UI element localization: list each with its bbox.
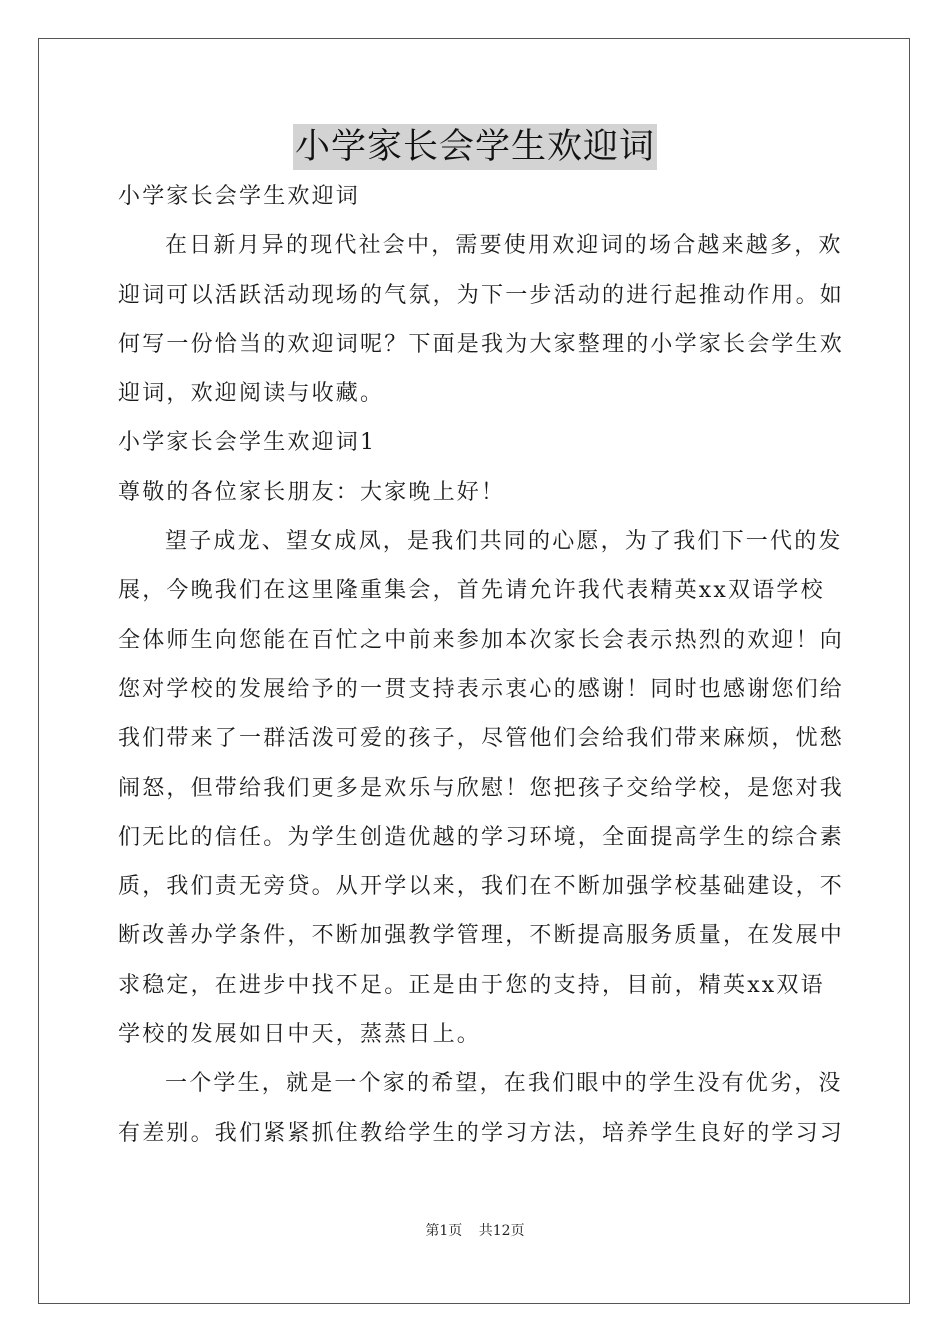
body-line: 展，今晚我们在这里隆重集会，首先请允许我代表精英xx双语学校 [118, 578, 825, 604]
page-total: 共12页 [478, 1223, 525, 1239]
body-line: 迎词可以活跃活动现场的气氛，为下一步活动的进行起推动作用。如 [118, 282, 845, 308]
document-body [118, 172, 845, 1158]
body-line: 断改善办学条件，不断加强教学管理，不断提高服务质量，在发展中 [118, 923, 845, 949]
body-line: 有差别。我们紧紧抓住教给学生的学习方法，培养学生良好的学习习 [118, 1120, 845, 1146]
body-line: 学校的发展如日中天，蒸蒸日上。 [118, 1022, 482, 1048]
body-line: 一个学生，就是一个家的希望，在我们眼中的学生没有优劣，没 [165, 1071, 843, 1097]
body-line: 尊敬的各位家长朋友：大家晚上好！ [118, 479, 506, 505]
body-line: 们无比的信任。为学生创造优越的学习环境，全面提高学生的综合素 [118, 824, 845, 850]
body-line: 小学家长会学生欢迎词 [118, 184, 361, 209]
body-line: 望子成龙、望女成凤，是我们共同的心愿，为了我们下一代的发 [165, 529, 843, 555]
page-number: 第1页 [425, 1223, 463, 1239]
body-line: 小学家长会学生欢迎词1 [118, 430, 377, 456]
body-line: 我们带来了一群活泼可爱的孩子，尽管他们会给我们带来麻烦，忧愁 [118, 726, 845, 752]
body-line: 何写一份恰当的欢迎词呢？下面是我为大家整理的小学家长会学生欢 [118, 331, 845, 357]
body-line: 闹怒，但带给我们更多是欢乐与欣慰！您把孩子交给学校，是您对我 [118, 775, 845, 801]
document-title: 小学家长会学生欢迎词 [293, 124, 657, 170]
title-container [0, 124, 950, 170]
page-footer [0, 1220, 950, 1240]
body-line: 质，我们责无旁贷。从开学以来，我们在不断加强学校基础建设，不 [118, 874, 845, 900]
body-line: 求稳定，在进步中找不足。正是由于您的支持，目前，精英xx双语 [118, 972, 825, 998]
body-line: 您对学校的发展给予的一贯支持表示衷心的感谢！同时也感谢您们给 [118, 676, 845, 702]
body-line: 在日新月异的现代社会中，需要使用欢迎词的场合越来越多，欢 [165, 233, 843, 259]
body-line: 迎词，欢迎阅读与收藏。 [118, 381, 385, 407]
body-line: 全体师生向您能在百忙之中前来参加本次家长会表示热烈的欢迎！向 [118, 627, 845, 653]
